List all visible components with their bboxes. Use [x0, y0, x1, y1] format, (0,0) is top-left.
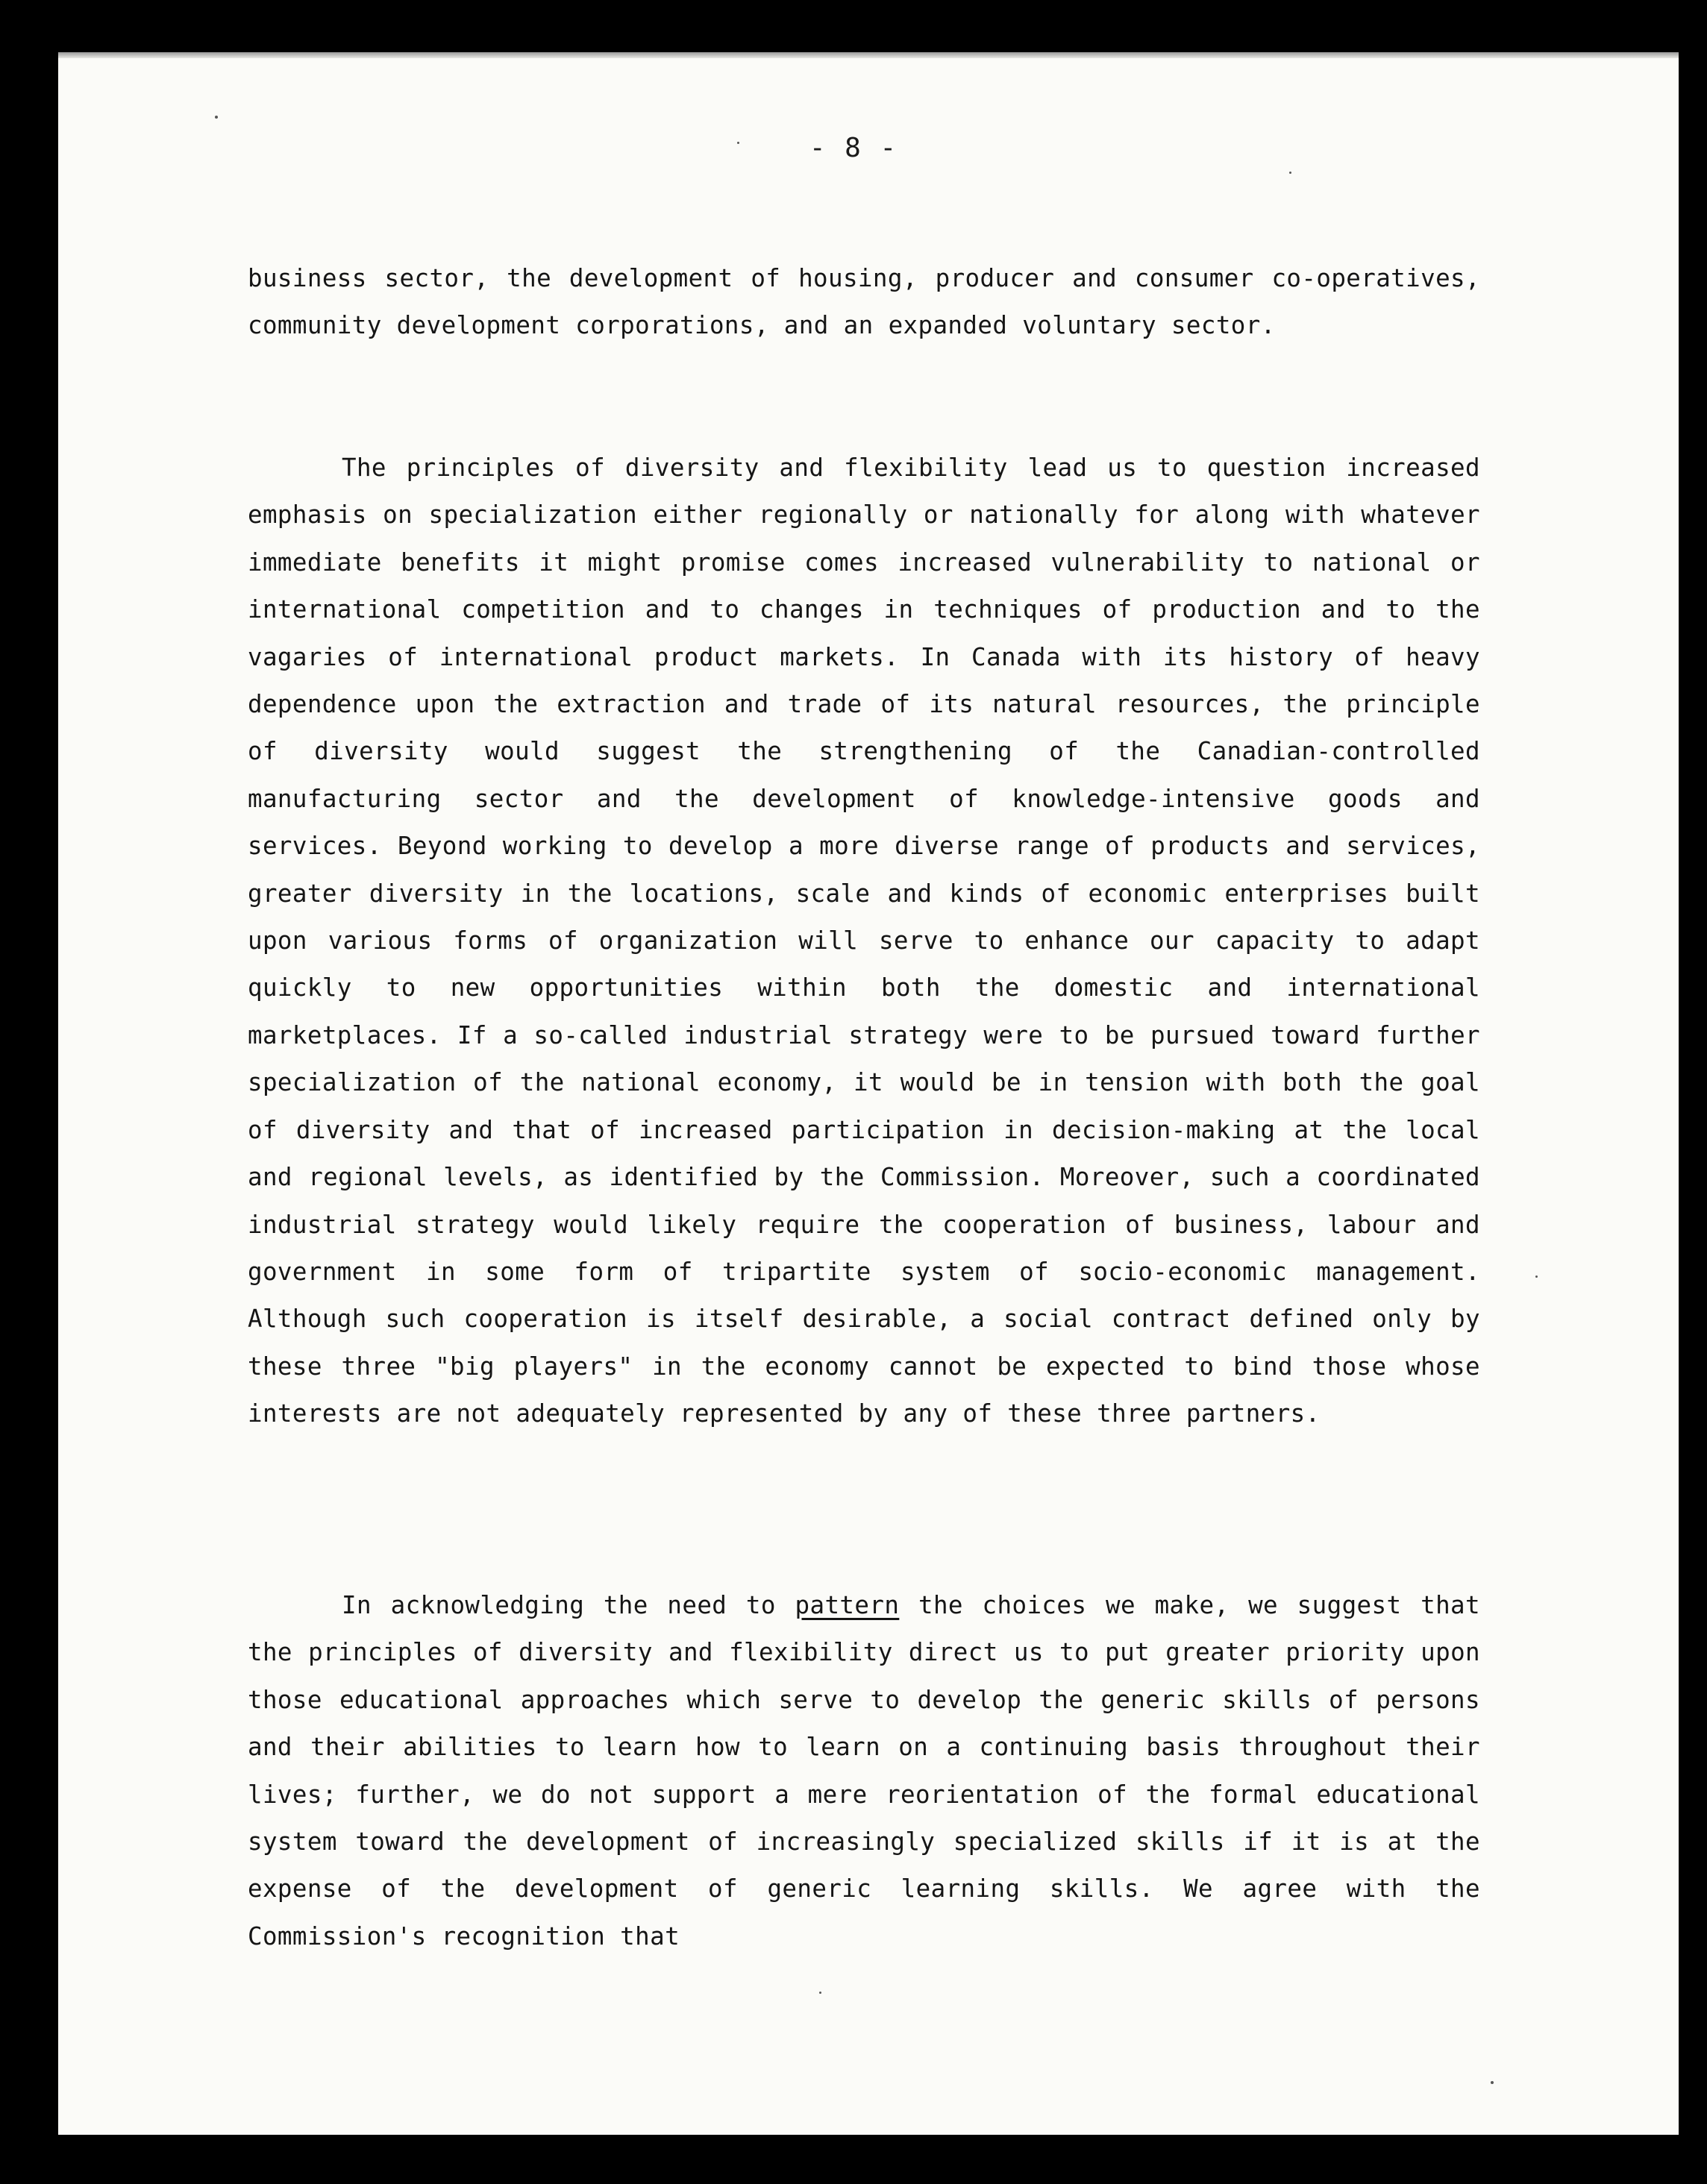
scan-speck — [819, 1992, 821, 1994]
paragraph-3 — [248, 1582, 1480, 1960]
scan-speck — [215, 116, 218, 119]
paragraph-2: The principles of diversity and flexibility lead us to question increased emphasis on specialization either regionally or nationally for along with whatever immediate benefits it might promise comes increased vulnerability to national or international competition and to changes in techniques of production and to the vagaries of international product markets. In Canada with its history of heavy dependence upon the extraction and trade of its natural resources, the principle of diversity would suggest the strengthening of the Canadian-controlled manufacturing sector and the development of knowledge-intensive goods and services. Beyond working to develop a more diverse range of products and services, greater diversity in the locations, scale and kinds of economic enterprises built upon various forms of organization will serve to enhance our capacity to adapt quickly to new opportunities within both the domestic and international marketplaces. If a so-called industrial strategy were to be pursued toward further specialization of the national economy, it would be in tension with both the goal of diversity and that of increased participation in decision-making at the local and regional levels, as identified by the Commission. Moreover, such a coordinated industrial strategy would likely require the cooperation of business, labour and government in some form of tripartite system of socio-economic management. Although such cooperation is itself desirable, a social contract defined only by these three "big players" in the economy cannot be expected to bind those whose interests are not adequately represented by any of these three partners. — [248, 454, 1480, 1428]
paragraph-1: business sector, the development of housing, producer and consumer co-operatives, community development corporations, and an expanded voluntary sector. — [248, 264, 1480, 340]
paragraph-3-rest: the choices we make, we suggest that the principles of diversity and flexibility direct us to put greater priority upon those educational approaches which serve to develop the generic skills of persons and their abilities to learn how to learn on a continuing basis throughout their lives; further, we do not support a mere reorientation of the formal educational system toward the development of increasingly specialized skills if it is at the expense of the development of generic learning skills. We agree with the Commission's recognition that — [248, 1591, 1480, 1951]
scan-speck — [1535, 1275, 1538, 1278]
emphasized-word: pattern — [795, 1591, 900, 1619]
page-top-edge — [58, 52, 1679, 58]
scan-speck — [1491, 2081, 1494, 2084]
page-number: - 8 - — [809, 133, 898, 163]
scan-speck — [1289, 172, 1291, 174]
paragraph-3-lead: In acknowledging the need to — [342, 1591, 795, 1619]
